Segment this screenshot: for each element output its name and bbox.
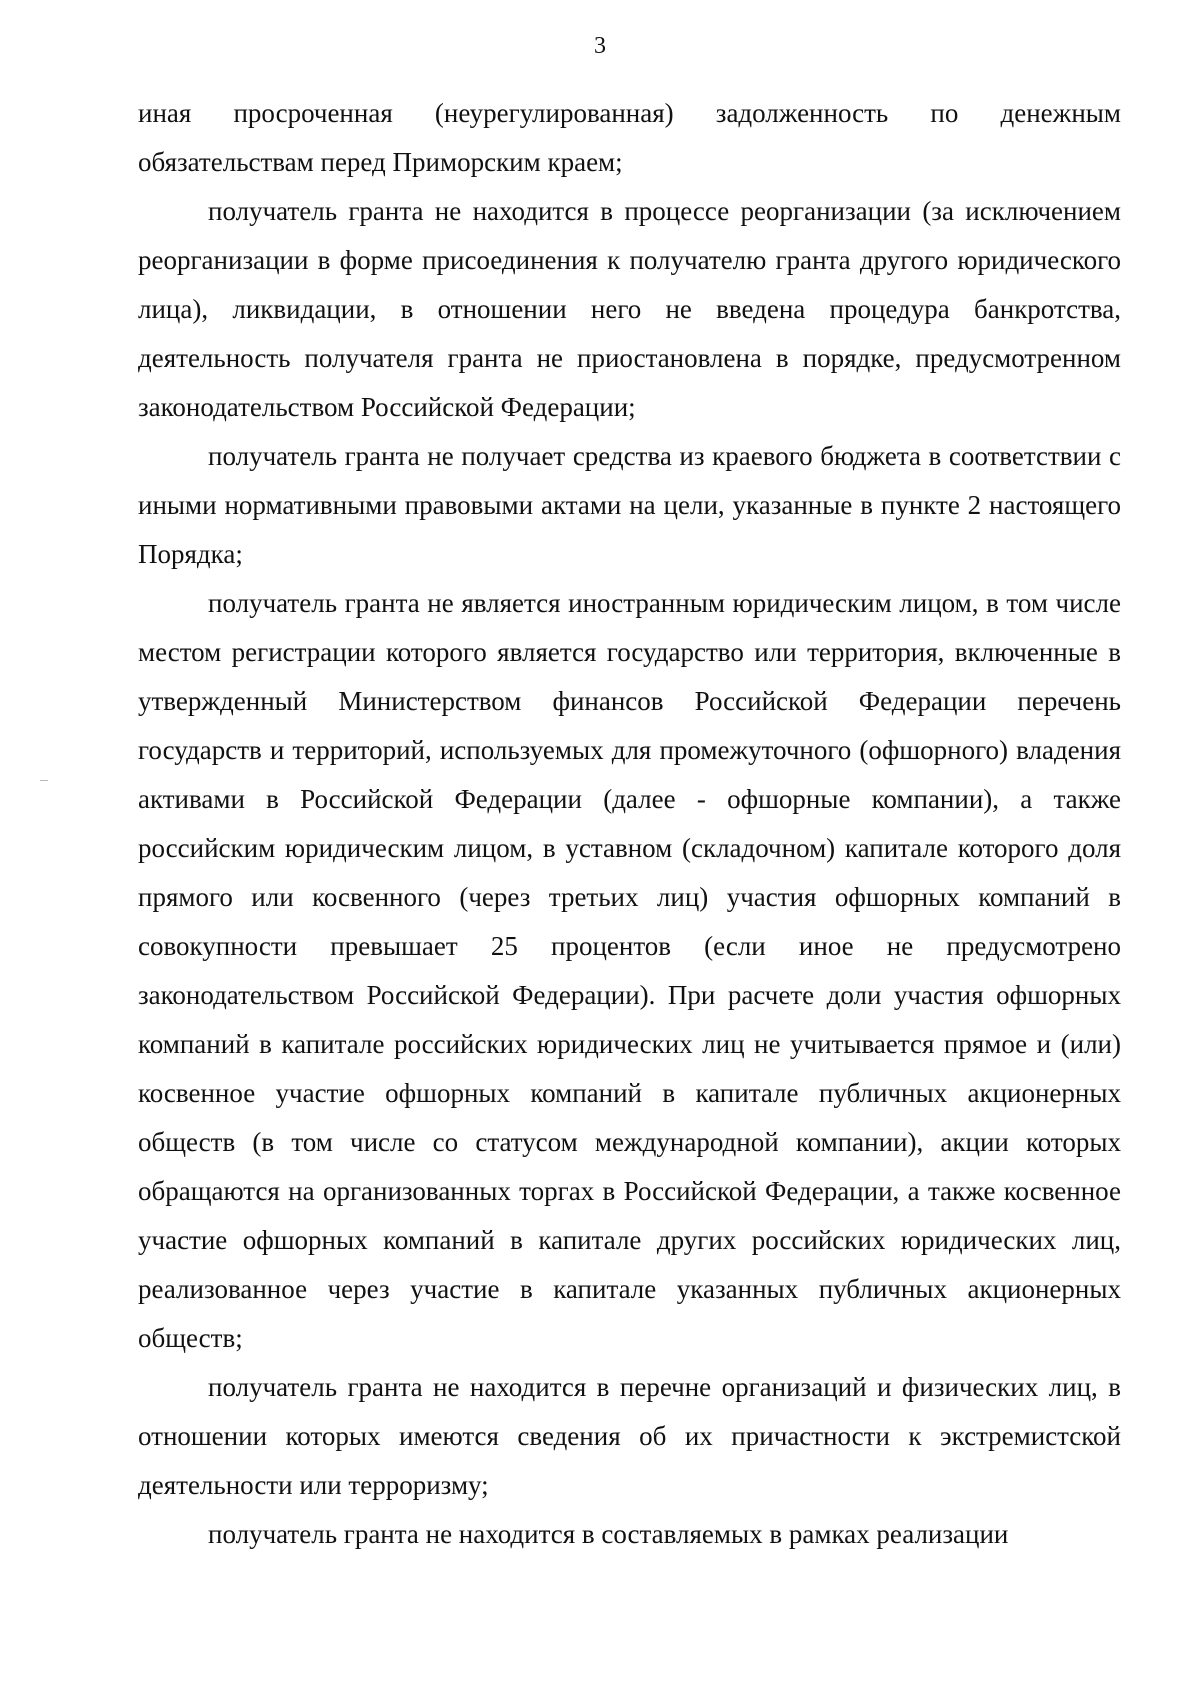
paragraph-not-in-lists-start: получатель гранта не находится в составляемых в рамках реализации — [208, 1519, 1009, 1549]
paragraph-no-other-funds: получатель гранта не получает средства из краевого бюджета в соответствии с иными нормативными правовыми актами на цели, указанные в пункте 2 настоящего Порядка; — [138, 441, 1121, 569]
scan-edge-mark — [40, 780, 48, 781]
document-body — [138, 89, 1121, 1559]
paragraph-not-foreign-entity: получатель гранта не является иностранным юридическим лицом, в том числе местом регистрации которого является государство или территория, включенные в утвержденный Министерством финансов Российской Федерации перечень государств и территорий, используемых для промежуточного (офшорного) владения активами в Российской Федерации (далее - офшорные компании), а также российским юридическим лицом, в уставном (складочном) капитале которого доля прямого или косвенного (через третьих лиц) участия офшорных компаний в совокупности превышает 25 процентов (если иное не предусмотрено законодательством Российской Федерации). При расчете доли участия офшорных компаний в капитале российских юридических лиц не учитывается прямое и (или) косвенное участие офшорных компаний в капитале публичных акционерных обществ (в том числе со статусом международной компании), акции которых обращаются на организованных торгах в Российской Федерации, а также косвенное участие офшорных компаний в капитале других российских юридических лиц, реализованное через участие в капитале указанных публичных акционерных обществ; — [138, 588, 1121, 1353]
paragraph-overdue-debt: иная просроченная (неурегулированная) задолженность по денежным обязательствам перед Приморским краем; — [138, 98, 1121, 177]
paragraph-no-reorganization: получатель гранта не находится в процессе реорганизации (за исключением реорганизации в форме присоединения к получателю гранта другого юридического лица), ликвидации, в отношении него не введена процедура банкротства, деятельность получателя гранта не приостановлена в порядке, предусмотренном законодательством Российской Федерации; — [138, 196, 1121, 422]
page-number: 3 — [594, 33, 606, 59]
paragraph-not-in-extremism-list: получатель гранта не находится в перечне организаций и физических лиц, в отношении которых имеются сведения об их причастности к экстремистской деятельности или терроризму; — [138, 1372, 1121, 1500]
